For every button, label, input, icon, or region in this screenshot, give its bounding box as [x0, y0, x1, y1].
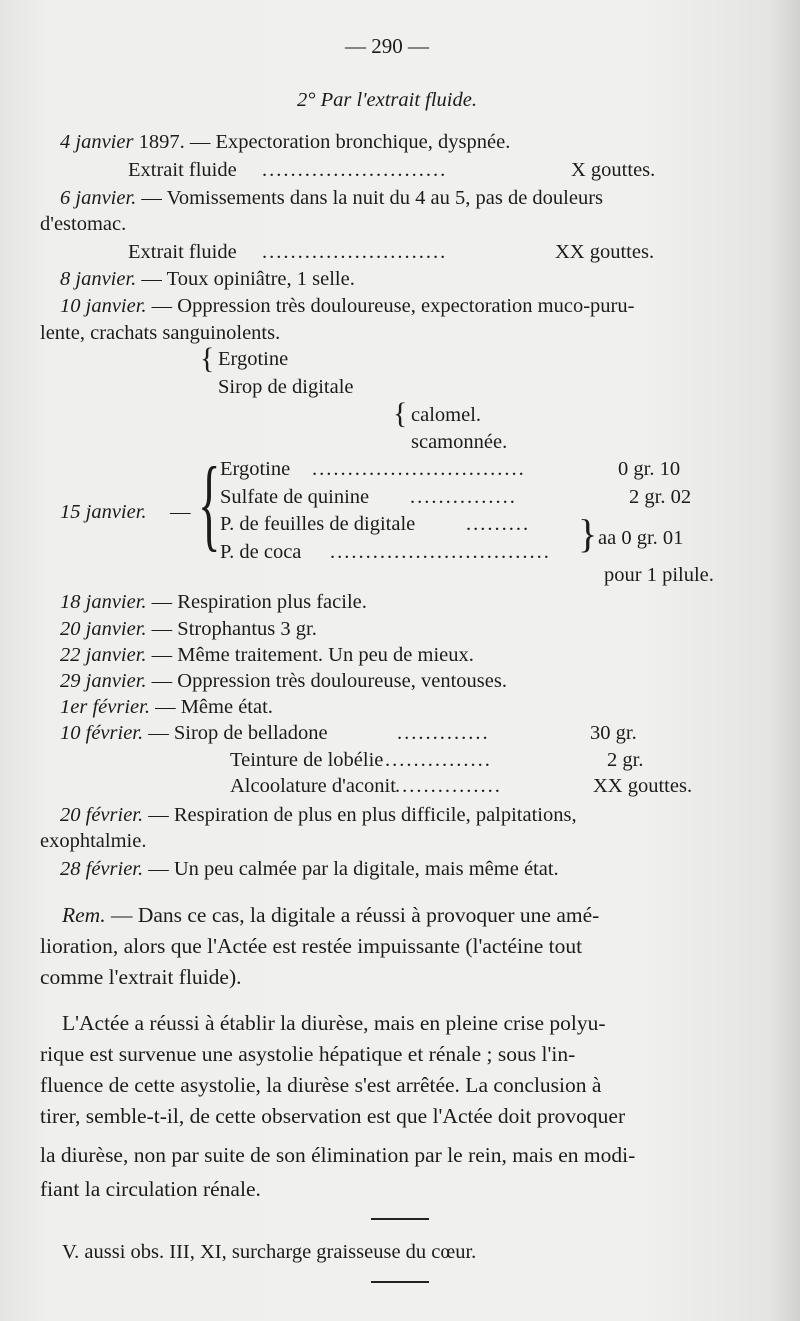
- entry-text: — Un peu calmée par la digitale, mais même état.: [143, 858, 559, 880]
- rx-row-leader: ...............................: [330, 541, 551, 563]
- entry-text: — Même état.: [149, 696, 273, 718]
- paragraph-line: tirer, semble-t-il, de cette observation est que l'Actée doit provoquer: [40, 1104, 626, 1128]
- entry-date: 4 janvier: [60, 131, 134, 153]
- rx-row-dose: 2 gr.: [607, 749, 644, 771]
- section-title: 2° Par l'extrait fluide.: [297, 89, 477, 111]
- rx-row-name: P. de coca: [220, 541, 302, 563]
- entry-8-janvier: [60, 267, 355, 291]
- brace-left: {: [393, 397, 408, 430]
- entry-date: 29 janvier.: [60, 670, 147, 692]
- entry-date: 1er février.: [60, 696, 150, 718]
- dose-value: X gouttes.: [571, 159, 656, 181]
- dose-leader: ..........................: [262, 159, 448, 181]
- entry-text: — Toux opiniâtre, 1 selle.: [136, 268, 355, 290]
- entry-18-janvier: [60, 590, 367, 614]
- paragraph-line: L'Actée a réussi à établir la diurèse, mais en pleine crise polyu-: [62, 1011, 606, 1035]
- brace-left: {: [200, 342, 215, 375]
- prescription-dash: —: [170, 501, 191, 523]
- rx-row-name: Sulfate de quinine: [220, 486, 370, 508]
- prescription-date: 15 janvier.: [60, 501, 147, 523]
- entry-1er-fevrier: [60, 695, 273, 719]
- rx-row-leader: ...............: [410, 486, 517, 508]
- remark-line: lioration, alors que l'Actée est restée impuissante (l'actéine tout: [40, 934, 583, 958]
- brace-left-large: {: [198, 446, 221, 561]
- rx-row-dose: 30 gr.: [590, 722, 637, 744]
- dose-value: XX gouttes.: [555, 241, 655, 263]
- rx-row-leader: ..............................: [312, 458, 526, 480]
- entry-text-cont: exophtalmie.: [40, 830, 147, 852]
- entry-text: — Oppression très douloureuse, ventouses.: [146, 670, 507, 692]
- entry-text: 1897. — Expectoration bronchique, dyspnée.: [133, 131, 511, 153]
- entry-text: — Respiration de plus en plus difficile, palpitations,: [143, 804, 577, 826]
- entry-text: — Respiration plus facile.: [146, 591, 367, 613]
- end-rule: [371, 1281, 429, 1283]
- entry-text: — Même traitement. Un peu de mieux.: [146, 644, 474, 666]
- entry-date: 8 janvier.: [60, 268, 137, 290]
- rx-row-name: Alcoolature d'aconit: [230, 775, 396, 797]
- paragraph-line: fluence de cette asystolie, la diurèse s'est arrêtée. La conclusion à: [40, 1073, 602, 1097]
- entry-29-janvier: [60, 669, 507, 693]
- entry-date: 28 février.: [60, 858, 144, 880]
- rx-item: scamonnée.: [411, 431, 508, 453]
- page-edge-shadow: [770, 0, 800, 1321]
- rx-row-leader: ...............: [385, 749, 492, 771]
- rx-row-dose: 0 gr. 10: [618, 458, 681, 480]
- entry-date: 18 janvier.: [60, 591, 147, 613]
- section-rule: [371, 1218, 429, 1220]
- entry-date: 20 février.: [60, 804, 144, 826]
- paragraph-line: la diurèse, non par suite de son élimination par le rein, mais en modi-: [40, 1143, 636, 1167]
- brace-right: }: [578, 511, 598, 556]
- entry-6-janvier: [60, 186, 603, 210]
- entry-10-fevrier: [60, 721, 328, 745]
- entry-10-janvier: [60, 294, 634, 318]
- rx-item: Sirop de digitale: [218, 376, 354, 398]
- entry-text: — Strophantus 3 gr.: [146, 618, 317, 640]
- entry-28-fevrier: [60, 857, 559, 881]
- dose-label: Extrait fluide: [128, 159, 237, 181]
- dose-label: Extrait fluide: [128, 241, 237, 263]
- paragraph-line: rique est survenue une asystolie hépatique et rénale ; sous l'in-: [40, 1042, 576, 1066]
- entry-text: — Vomissements dans la nuit du 4 au 5, pas de douleurs: [136, 187, 604, 209]
- rx-row-leader: ...............: [395, 775, 502, 797]
- rx-row-name: Teinture de lobélie: [230, 749, 384, 771]
- rx-pour: pour 1 pilule.: [604, 564, 714, 586]
- entry-text-cont: lente, crachats sanguinolents.: [40, 322, 281, 344]
- remark-line: [62, 903, 599, 927]
- remark-line: comme l'extrait fluide).: [40, 965, 242, 989]
- entry-4-janvier: [60, 130, 510, 154]
- entry-text: — Sirop de belladone: [143, 722, 328, 744]
- entry-date: 10 janvier.: [60, 295, 147, 317]
- rx-row-leader: .............: [397, 722, 490, 744]
- rx-aa-dose: aa 0 gr. 01: [598, 527, 684, 549]
- rx-row-name: P. de feuilles de digitale: [220, 513, 416, 535]
- rx-item: Ergotine: [218, 348, 289, 370]
- entry-20-janvier: [60, 617, 317, 641]
- entry-date: 6 janvier.: [60, 187, 137, 209]
- entry-20-fevrier: [60, 803, 577, 827]
- page-number: — 290 —: [345, 34, 429, 58]
- rx-item: calomel.: [411, 404, 482, 426]
- entry-date: 10 février.: [60, 722, 144, 744]
- rx-row-dose: XX gouttes.: [593, 775, 693, 797]
- remark-label: Rem.: [62, 903, 106, 927]
- dose-leader: ..........................: [262, 241, 448, 263]
- entry-text: — Oppression très douloureuse, expectoration muco-puru-: [146, 295, 635, 317]
- remark-text: — Dans ce cas, la digitale a réussi à provoquer une amé-: [105, 903, 600, 927]
- entry-date: 20 janvier.: [60, 618, 147, 640]
- entry-date: 22 janvier.: [60, 644, 147, 666]
- entry-22-janvier: [60, 643, 474, 667]
- rx-row-name: Ergotine: [220, 458, 291, 480]
- rx-row-leader: .........: [466, 513, 531, 535]
- paragraph-line: fiant la circulation rénale.: [40, 1177, 261, 1201]
- see-also-note: V. aussi obs. III, XI, surcharge graisseuse du cœur.: [62, 1241, 477, 1263]
- entry-text-cont: d'estomac.: [40, 213, 127, 235]
- rx-row-dose: 2 gr. 02: [629, 486, 692, 508]
